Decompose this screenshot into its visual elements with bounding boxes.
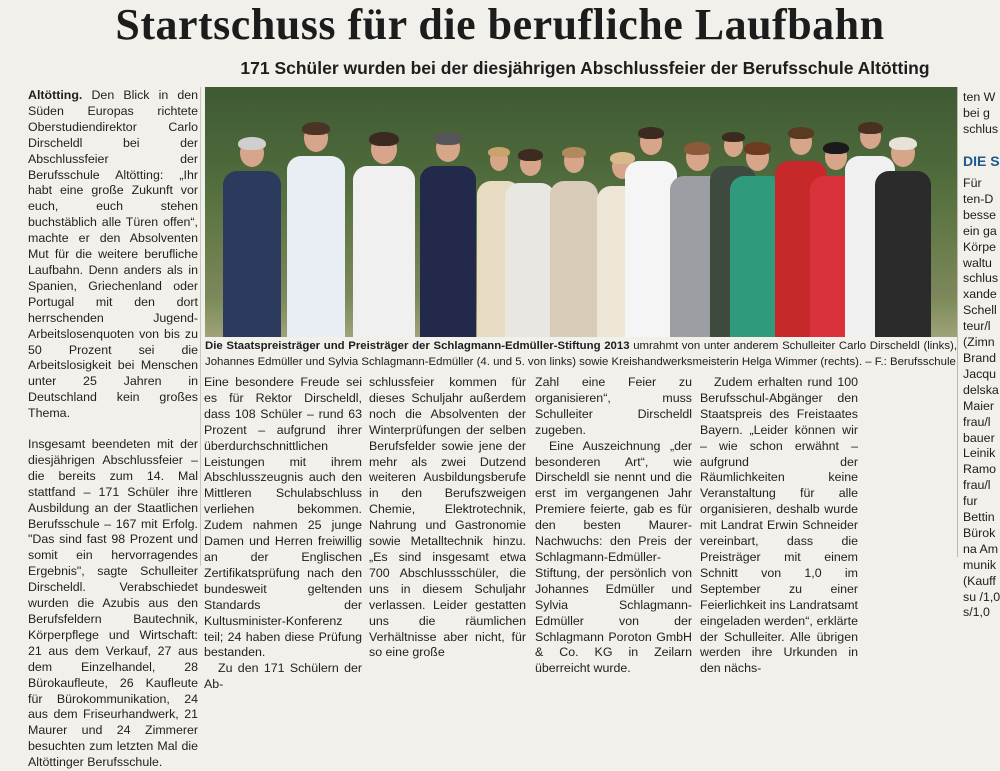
side-line: fur — [963, 494, 978, 509]
photo-caption — [205, 338, 957, 372]
side-divider — [957, 87, 958, 557]
person-figure — [223, 137, 281, 337]
side-line: ein ga — [963, 223, 997, 238]
column-rule — [200, 87, 201, 566]
column-5-text: Zudem erhalten rund 100 Berufsschul-Abgänger den Staatspreis des Freistaates Bayern. „Leider können wir – wie schon erwähnt – aufgrund der Räumlichkeiten keine Veranstaltung für alle organisieren, deshalb wurde mit Landrat Erwin Schneider vereinbart, dass die Preisträger mit einem Schnitt von 1,0 im September zu einer Feierlichkeit ins Landratsamt eingeladen werden“, erklärte der Schulleiter. Alle übrigen werden ihre Urkunden in den nächs- — [700, 375, 858, 676]
side-article-body — [963, 176, 1000, 620]
side-line: frau/l — [963, 478, 991, 493]
side-line: waltu — [963, 255, 992, 270]
side-line: bauer — [963, 430, 995, 445]
side-line: Jacqu — [963, 366, 997, 381]
person-figure — [353, 132, 415, 337]
side-line: Schell — [963, 303, 997, 318]
side-top-line: ten W — [963, 90, 996, 104]
side-line: xande — [963, 287, 997, 302]
side-line: su /1,0 — [963, 589, 1000, 604]
paragraph-2: Insgesamt beendeten mit der diesjährigen Abschlussfeier – die bereits zum 14. Mal stattfand – 171 Schüler ihre Ausbildung an der Staatlichen Berufsschule – 167 mit Erfolg. "Das sind fast 98 Prozent und somit ein hervorragendes Ergebnis", sagte Schulleiter Dirscheldl. Verabschiedet wurden die Azubis aus den Berufsfeldern Bautechnik, Körperpflege und Wirtschaft: 21 aus dem Verkauf, 27 aus dem Einzelhandel, 28 Bürokaufleute, 26 Kaufleute für Bürokommunikation, 24 aus dem Friseurhandwerk, 21 Maurer und 24 Zimmerer besuchten zum letzten Mal die Altöttinger Berufsschule. — [28, 437, 198, 770]
dateline: Altötting. — [28, 88, 83, 102]
side-line: (Zimn — [963, 335, 995, 350]
group-photo — [205, 87, 957, 337]
person-figure — [550, 147, 598, 337]
side-line: Maier — [963, 398, 994, 413]
caption-bold: Die Staatspreisträger und Preisträger der Schlagmann-Edmüller-Stiftung 2013 — [205, 340, 630, 352]
side-article-top — [963, 90, 1000, 145]
side-line: delska — [963, 382, 999, 397]
side-line: Körpe — [963, 239, 997, 254]
person-figure — [505, 149, 555, 337]
column-4-text-b: Eine Auszeichnung „der besonderen Art“, wie Dirscheldl sie nennt und die erst im vergangenen Jahr Premiere feierte, gab es für den besten Maurer-Nachwuchs: den Preis der Schlagmann-Edmüller-Stiftung, der persönlich von Johannes Edmüller und Sylvia Schlagmann-Edmüller von der Schlagmann Poroton GmbH & Co. KG in Zeilarn überreicht wurde. — [535, 438, 692, 676]
side-line: ten-D — [963, 191, 994, 206]
side-top-line: bei g — [963, 105, 990, 120]
side-line: Ramo — [963, 462, 997, 477]
person-figure — [287, 122, 345, 337]
person-figure — [420, 132, 476, 337]
side-line: (Kauff — [963, 573, 996, 588]
side-line: s/1,0 — [963, 605, 990, 620]
headline: Startschuss für die berufliche Laufbahn — [115, 0, 885, 49]
side-article-heading: DIE S — [963, 153, 1000, 169]
column-2-end: Zu den 171 Schülern der Ab- — [204, 661, 362, 692]
side-line: Für — [963, 176, 982, 190]
paragraph-1 — [28, 88, 198, 422]
side-line: teur/l — [963, 319, 991, 334]
article-column-4 — [535, 375, 692, 676]
caption-rest: umrahmt von unter anderem Schulleiter Carlo Dirscheldl (links), Johannes Edmüller und Sylvia Schlagmann-Edmüller (4. und 5. von links) sowie Kreishandwerksmeisterin Helga Wimmer (rechts). – F.: Berufsschule — [205, 340, 957, 368]
side-line: schlus — [963, 271, 999, 286]
column-2-text: Eine besondere Freude sei es für Rektor Dirscheldl, dass 108 Schüler – rund 63 Prozent – aufgrund ihrer überdurchschnittlichen Leistungen mit ihrem Abschlusszeugnis auch den Mittleren Schulabschluss verliehen bekommen. Zudem nahmen 25 junge Damen und Herren freiwillig an der Englischen Zertifikatsprüfung nach den bundesweit geltenden Standards der Kultusminister-Konferenz teil; 24 haben diese Prüfung bestanden. — [204, 375, 362, 660]
article-column-2 — [204, 375, 362, 692]
side-line: na Am — [963, 541, 999, 556]
side-line: Bürok — [963, 525, 996, 540]
article-left-column — [28, 88, 198, 770]
column-4-text: Zahl eine Feier zu organisieren“, muss Schulleiter Dirscheldl zugeben. — [535, 375, 692, 437]
column-3-text: schlussfeier kommen für dieses Schuljahr außerdem noch die Absolventen der Winterprüfungen der selben Berufsfelder sowie jene der mehr als zwei Dutzend weiteren Ausbildungsberufe in den Berufszweigen Chemie, Elektrotechnik, Nahrung und Gastronomie sowie Metalltechnik hinzu. „Es sind insgesamt etwa 700 Abschlussschüler, die uns in diesem Schuljahr verlassen. Leider gestatten uns die räumlichen Verhältnisse aber nicht, für so eine große — [369, 375, 526, 660]
paragraph-1-text: Den Blick in den Süden Europas richtete Oberstudiendirektor Carlo Dirscheldl bei der Abschlussfeier der Berufsschule Altötting: „Ihr habt eine große Zukunft vor euch, euch stehen buchstäblich alle Türen offen“, machte er den Absolventen Mut für die weitere berufliche Laufbahn. Denn anders als in Spanien, Griechenland oder Portugal mit den dort herrschenden Jugend-Arbeitslosenquoten von bis zu 50 Prozent sei die Arbeitslosigkeit bei Menschen unter 25 Jahren in Deutschland kein großes Thema. — [28, 88, 198, 421]
side-line: Bettin — [963, 510, 995, 525]
side-line: besse — [963, 207, 997, 222]
person-figure — [875, 137, 931, 337]
side-line: frau/l — [963, 414, 991, 429]
side-top-line: schlus — [963, 121, 999, 136]
subheadline: 171 Schüler wurden bei der diesjährigen Abschlussfeier der Berufsschule Altötting — [240, 58, 930, 78]
side-line: Brand — [963, 350, 997, 365]
article-column-5 — [700, 375, 858, 676]
side-line: munik — [963, 557, 997, 572]
article-column-3 — [369, 375, 526, 660]
side-line: Leinik — [963, 446, 996, 461]
